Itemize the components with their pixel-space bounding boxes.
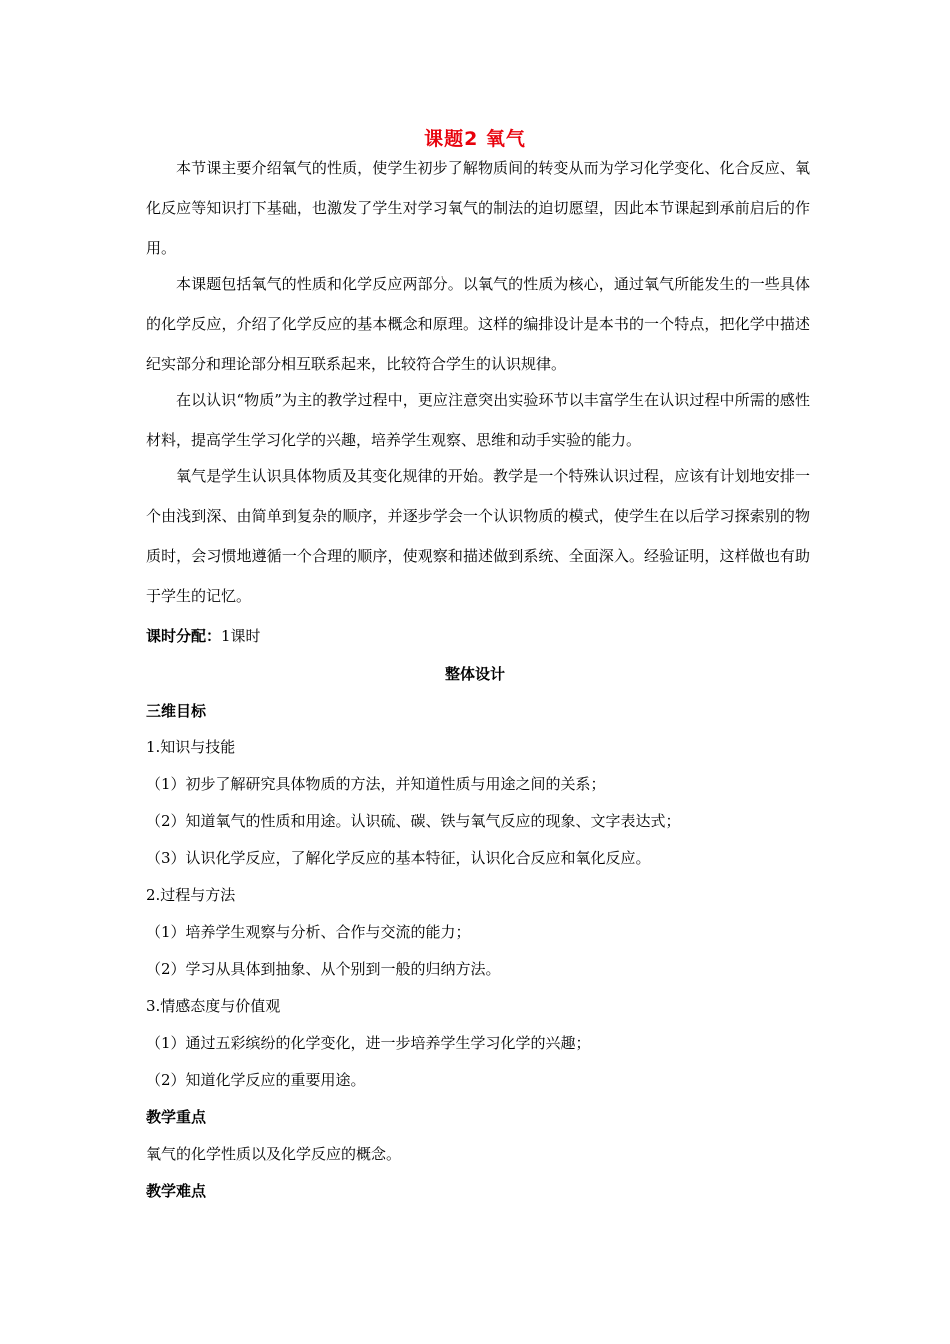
intro-paragraph-1: 本节课主要介绍氧气的性质，使学生初步了解物质间的转变从而为学习化学变化、化合反应、氧化反应等知识打下基础，也激发了学生对学习氧气的制法的迫切愿望，因此本节课起到承前启后的作用。 (146, 159, 810, 257)
knowledge-item-1: （1）初步了解研究具体物质的方法，并知道性质与用途之间的关系； (146, 775, 606, 793)
emotion-item-1: （1）通过五彩缤纷的化学变化，进一步培养学生学习化学的兴趣； (146, 1034, 591, 1052)
class-hours-value: 1课时 (221, 627, 261, 645)
key-point-heading: 教学重点 (146, 1108, 207, 1126)
process-item-1: （1）培养学生观察与分析、合作与交流的能力； (146, 923, 471, 941)
overall-design-heading: 整体设计 (444, 665, 505, 683)
class-hours (146, 625, 261, 646)
three-dim-goals-heading: 三维目标 (146, 702, 207, 720)
knowledge-item-2: （2）知道氧气的性质和用途。认识硫、碳、铁与氧气反应的现象、文字表达式； (146, 812, 681, 830)
key-point-text: 氧气的化学性质以及化学反应的概念。 (146, 1145, 402, 1163)
intro-paragraph-4: 氧气是学生认识具体物质及其变化规律的开始。教学是一个特殊认识过程，应该有计划地安排一个由浅到深、由简单到复杂的顺序，并逐步学会一个认识物质的模式，使学生在以后学习探索别的物质时，会习惯地遵循一个合理的顺序，使观察和描述做到系统、全面深入。经验证明，这样做也有助于学生的记忆。 (146, 467, 810, 605)
class-hours-label: 课时分配： (146, 627, 222, 645)
difficulty-heading: 教学难点 (146, 1182, 207, 1200)
process-heading: 2.过程与方法 (146, 886, 236, 904)
knowledge-heading: 1.知识与技能 (146, 738, 236, 756)
emotion-heading: 3.情感态度与价值观 (146, 997, 281, 1015)
knowledge-item-3: （3）认识化学反应，了解化学反应的基本特征，认识化合反应和氧化反应。 (146, 849, 651, 867)
lesson-title: 课题2 氧气 (424, 128, 526, 150)
process-item-2: （2）学习从具体到抽象、从个别到一般的归纳方法。 (146, 960, 501, 978)
intro-paragraph-3: 在以认识“物质”为主的教学过程中，更应注意突出实验环节以丰富学生在认识过程中所需的感性材料，提高学生学习化学的兴趣，培养学生观察、思维和动手实验的能力。 (146, 391, 810, 449)
intro-paragraph-2: 本课题包括氧气的性质和化学反应两部分。以氧气的性质为核心，通过氧气所能发生的一些具体的化学反应，介绍了化学反应的基本概念和原理。这样的编排设计是本书的一个特点，把化学中描述纪实部分和理论部分相互联系起来，比较符合学生的认识规律。 (146, 275, 810, 373)
emotion-item-2: （2）知道化学反应的重要用途。 (146, 1071, 366, 1089)
